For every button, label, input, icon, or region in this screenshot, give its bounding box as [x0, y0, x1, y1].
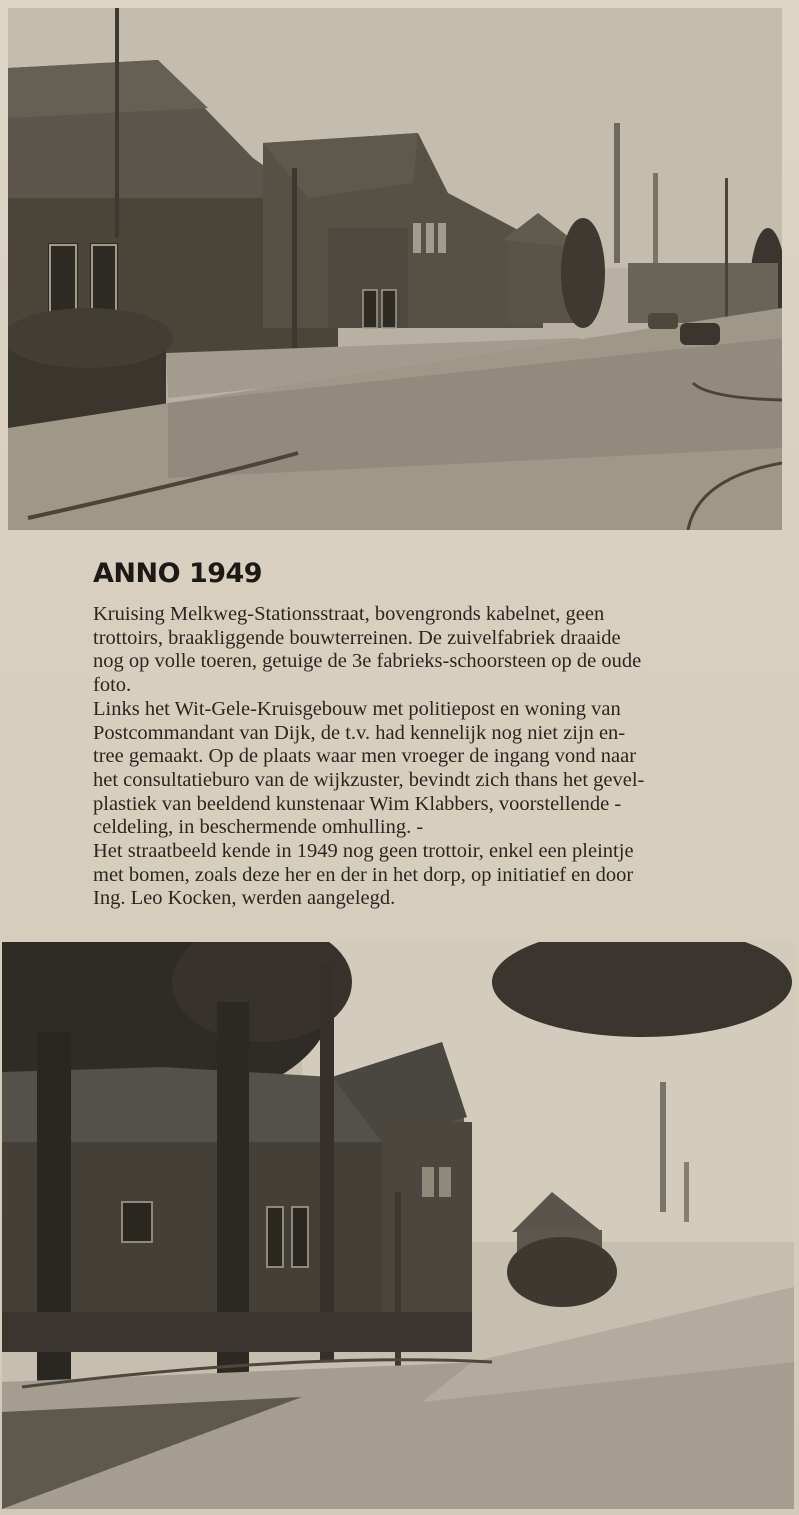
article-caption: [93, 558, 793, 911]
body-line: tree gemaakt. Op de plaats waar men vroeger de ingang vond naar: [93, 745, 637, 768]
current-street-photo: [2, 942, 794, 1509]
body-line: plastiek van beeldend kunstenaar Wim Klabbers, voorstellende -: [93, 792, 622, 815]
body-line: Ing. Leo Kocken, werden aangelegd.: [93, 887, 396, 910]
body-line: Kruising Melkweg-Stationsstraat, bovengronds kabelnet, geen: [93, 603, 605, 625]
body-line: het consultatieburo van de wijkzuster, bevindt zich thans het gevel-: [93, 768, 645, 791]
body-line: nog op volle toeren, getuige de 3e fabrieks-schoorsteen op de oude: [93, 650, 642, 673]
body-line: met bomen, zoals deze her en der in het dorp, op initiatief en door: [93, 863, 634, 886]
old-street-photo: [8, 8, 782, 530]
body-line: Het straatbeeld kende in 1949 nog geen trottoir, enkel een pleintje: [93, 840, 634, 863]
body-line: Links het Wit-Gele-Kruisgebouw met politiepost en woning van: [93, 697, 621, 720]
body-line: trottoirs, braakliggende bouwterreinen. De zuivelfabriek draaide: [93, 626, 621, 649]
article-body: [93, 603, 793, 911]
body-line: celdeling, in beschermende omhulling. -: [93, 816, 424, 839]
article-headline: ANNO 1949: [93, 558, 263, 589]
body-line: Postcommandant van Dijk, de t.v. had kennelijk nog niet zijn en-: [93, 721, 626, 744]
body-line: foto.: [93, 674, 132, 697]
